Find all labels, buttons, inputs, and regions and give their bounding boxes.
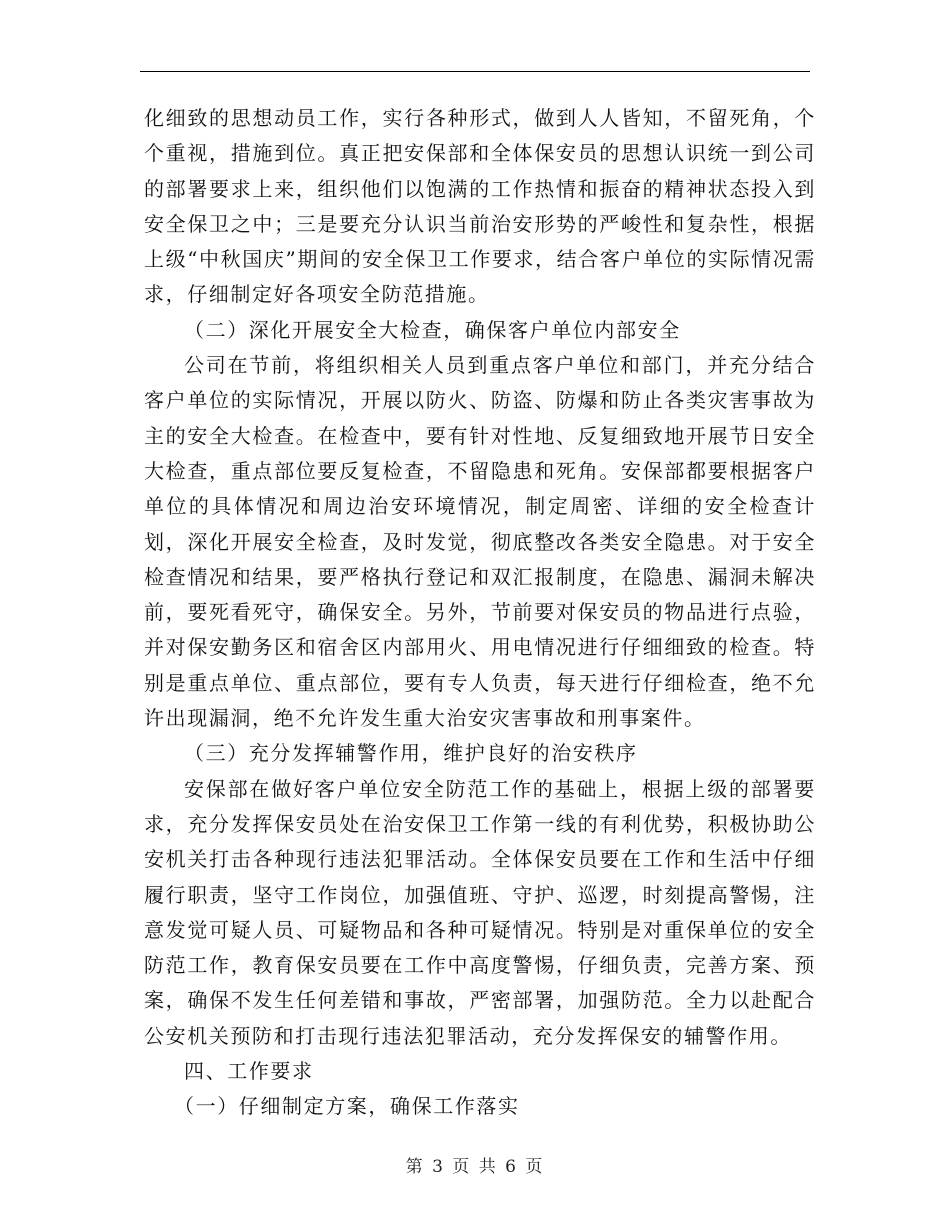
document-body: [144, 101, 816, 1125]
paragraph-continuation: 化细致的思想动员工作，实行各种形式，做到人人皆知，不留死角，个个重视，措施到位。真正把安保部和全体保安员的思想认识统一到公司的部署要求上来，组织他们以饱满的工作热情和振奋的精神状态投入到安全保卫之中；三是要充分认识当前治安形势的严峻性和复杂性，根据上级“中秋国庆”期间的安全保卫工作要求，结合客户单位的实际情况需求，仔细制定好各项安全防范措施。: [144, 106, 816, 307]
page-number-footer: 第 3 页 共 6 页: [405, 1157, 545, 1177]
section-heading-3: （三）充分发挥辅警作用，维护良好的治安秩序: [184, 741, 638, 766]
subsection-heading-1: （一）仔细制定方案，确保工作落实: [174, 1094, 520, 1119]
section-heading-2: （二）深化开展安全大检查，确保客户单位内部安全: [184, 317, 681, 342]
paragraph-safety-inspection: 公司在节前，将组织相关人员到重点客户单位和部门，并充分结合客户单位的实际情况，开展以防火、防盗、防爆和防止各类灾害事故为主的安全大检查。在检查中，要有针对性地、反复细致地开展节日安全大检查，重点部位要反复检查，不留隐患和死角。安保部都要根据客户单位的具体情况和周边治安环境情况，制定周密、详细的安全检查计划，深化开展安全检查，及时发觉，彻底整改各类安全隐患。对于安全检查情况和结果，要严格执行登记和双汇报制度，在隐患、漏洞未解决前，要死看死守，确保安全。另外，节前要对保安员的物品进行点验，并对保安勤务区和宿舍区内部用火、用电情况进行仔细细致的检查。特别是重点单位、重点部位，要有专人负责，每天进行仔细检查，绝不允许出现漏洞，绝不允许发生重大治安灾害事故和刑事案件。: [144, 353, 816, 731]
section-heading-work-requirements: 四、工作要求: [184, 1059, 314, 1084]
paragraph-auxiliary-police: 安保部在做好客户单位安全防范工作的基础上，根据上级的部署要求，充分发挥保安员处在治安保卫工作第一线的有利优势，积极协助公安机关打击各种现行违法犯罪活动。全体保安员要在工作和生活中仔细履行职责，坚守工作岗位，加强值班、守护、巡逻，时刻提高警惕，注意发觉可疑人员、可疑物品和各种可疑情况。特别是对重保单位的安全防范工作，教育保安员要在工作中高度警惕，仔细负责，完善方案、预案，确保不发生任何差错和事故，严密部署，加强防范。全力以赴配合公安机关预防和打击现行违法犯罪活动，充分发挥保安的辅警作用。: [144, 776, 816, 1048]
header-rule: [140, 71, 810, 72]
